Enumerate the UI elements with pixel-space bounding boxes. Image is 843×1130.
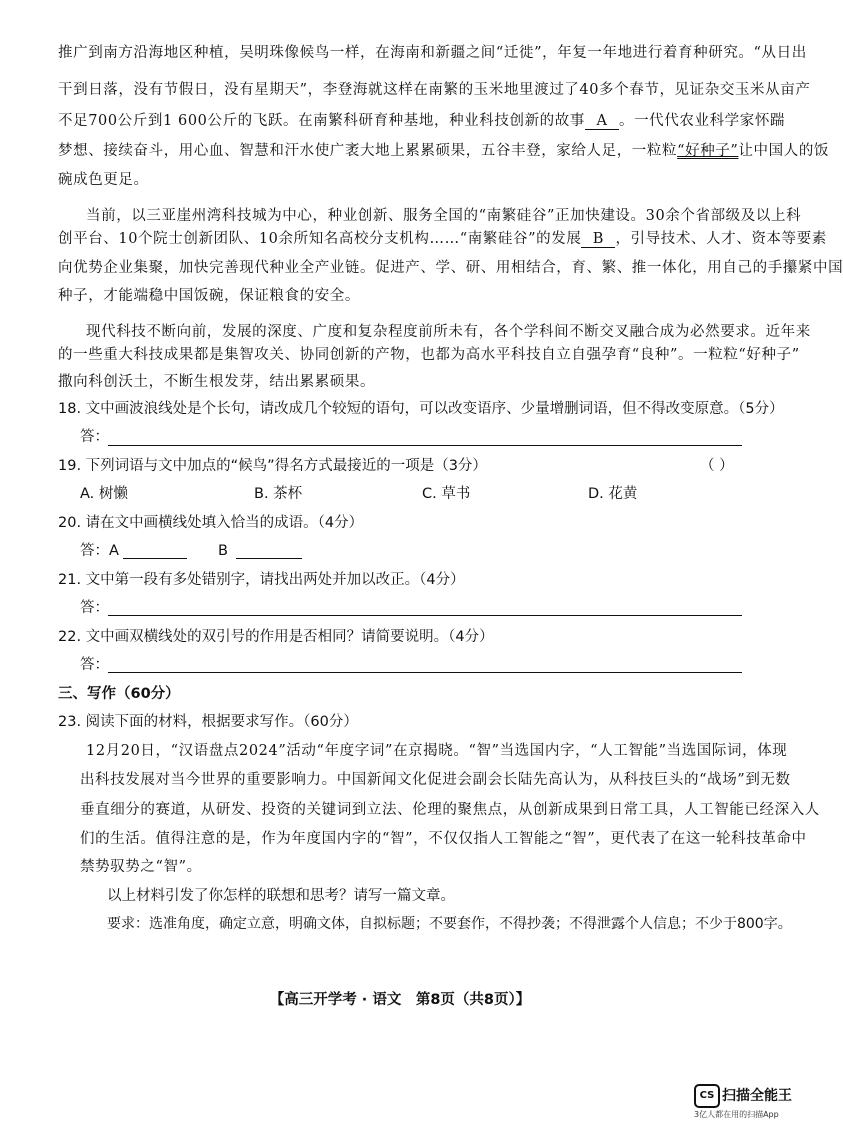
option-c[interactable]: C. 草书 — [422, 486, 471, 502]
question-19: 19. 下列词语与文中加点的“候鸟”得名方式最接近的一项是（3分） — [58, 458, 487, 474]
answer-label-18: 答： — [80, 429, 109, 445]
passage-line-12: 撒向科创沃土，不断生根发芽，结出累累硕果。 — [58, 374, 376, 390]
question-20: 20. 请在文中画横线处填入恰当的成语。（4分） — [58, 515, 364, 531]
answer-line-22[interactable] — [108, 672, 742, 673]
passage-line-6: 当前，以三亚崖州湾科技城为中心，种业创新、服务全国的“南繁硅谷”正加快建设。30余个省部级及以上科 — [86, 208, 802, 224]
answer-line-18[interactable] — [108, 445, 742, 446]
blank-b: B — [581, 231, 615, 248]
material-line-4: 们的生活。值得注意的是，作为年度国内字的“智”，不仅仅指人工智能之“智”，更代表了在这一轮科技革命中 — [80, 831, 807, 847]
double-underlined-quote: “好种子” — [677, 143, 739, 159]
passage-line-9: 种子，才能端稳中国饭碗，保证粮食的安全。 — [58, 288, 360, 304]
passage-line-5: 碗成色更足。 — [58, 172, 149, 188]
answer-label-20a: 答：A — [80, 543, 119, 559]
passage-line-7: 创平台、10个院士创新团队、10余所知名高校分支机构……“南繁硅谷”的发展 B ，引导技术、人才、资本等要素 — [58, 231, 827, 247]
question-21: 21. 文中第一段有多处错别字，请找出两处并加以改正。（4分） — [58, 572, 465, 588]
writing-requirements: 要求：选准角度，确定立意，明确文体，自拟标题；不要套作，不得抄袭；不得泄露个人信息；不少于800字。 — [107, 916, 792, 932]
section-writing: 三、写作（60分） — [58, 686, 180, 702]
answer-label-22: 答： — [80, 657, 109, 673]
option-d[interactable]: D. 花黄 — [588, 486, 638, 502]
blank-a: A — [585, 113, 619, 130]
scanner-logo-icon: CS — [694, 1084, 720, 1108]
material-line-3: 垂直细分的赛道，从研发、投资的关键词到立法、伦理的聚焦点，从创新成果到日常工具，人工智能已经深入人 — [80, 802, 820, 818]
option-a[interactable]: A. 树懒 — [80, 486, 128, 502]
material-line-2: 出科技发展对当今世界的重要影响力。中国新闻文化促进会副会长陆先高认为，从科技巨头的“战场”到无数 — [80, 772, 791, 788]
question-23: 23. 阅读下面的材料，根据要求写作。（60分） — [58, 714, 358, 730]
scanner-logo-name: 扫描全能王 — [722, 1088, 792, 1104]
passage-line-10: 现代科技不断向前，发展的深度、广度和复杂程度前所未有，各个学科间不断交叉融合成为必然要求。近年来 — [86, 324, 811, 340]
passage-line-11: 的一些重大科技成果都是集智攻关、协同创新的产物，也都为高水平科技自立自强孕育“良种”。一粒粒“好种子” — [58, 347, 800, 363]
scanner-logo-tagline: 3亿人都在用的扫描App — [694, 1110, 779, 1119]
material-line-5: 禁势驭势之“智”。 — [80, 859, 202, 875]
answer-line-21[interactable] — [108, 615, 742, 616]
answer-bracket-19[interactable]: （ ） — [700, 458, 734, 474]
passage-line-4: 梦想、接续奋斗，用心血、智慧和汗水使广袤大地上累累硕果，五谷丰登，家给人足，一粒粒“好种子”让中国人的饭 — [58, 143, 830, 159]
passage-line-8: 向优势企业集聚，加快完善现代种业全产业链。促进产、学、研、用相结合，育、繁、推一体化，用自己的手攥紧中国 — [58, 260, 843, 276]
passage-line-3: 不足700公斤到1 600公斤的飞跃。在南繁科研育种基地，种业科技创新的故事 A 。一代代农业科学家怀踹 — [58, 113, 786, 129]
material-line-1: 12月20日，“汉语盘点2024”活动“年度字词”在京揭晓。“智”当选国内字，“人工智能”当选国际词，体现 — [86, 743, 788, 759]
answer-label-20b: B — [218, 543, 228, 559]
option-b[interactable]: B. 茶杯 — [254, 486, 303, 502]
writing-prompt: 以上材料引发了你怎样的联想和思考？请写一篇文章。 — [107, 888, 455, 904]
page-footer: 【高三开学考 · 语文 第8页（共8页）】 — [269, 992, 531, 1008]
passage-line-2: 干到日落，没有节假日，没有星期天”，李登海就这样在南繁的玉米地里渡过了40多个春节，见证杂交玉米从亩产 — [58, 82, 811, 98]
answer-line-20b[interactable] — [236, 558, 302, 559]
passage-line-1: 推广到南方沿海地区种植，吴明珠像候鸟一样，在海南和新疆之间“迁徙”，年复一年地进行着育种研究。“从日出 — [58, 45, 807, 61]
scanner-watermark — [676, 1082, 794, 1122]
answer-label-21: 答： — [80, 600, 109, 616]
question-18: 18. 文中画波浪线处是个长句，请改成几个较短的语句，可以改变语序、少量增删词语，但不得改变原意。（5分） — [58, 401, 784, 417]
answer-line-20a[interactable] — [123, 558, 187, 559]
question-22: 22. 文中画双横线处的双引号的作用是否相同？请简要说明。（4分） — [58, 629, 494, 645]
